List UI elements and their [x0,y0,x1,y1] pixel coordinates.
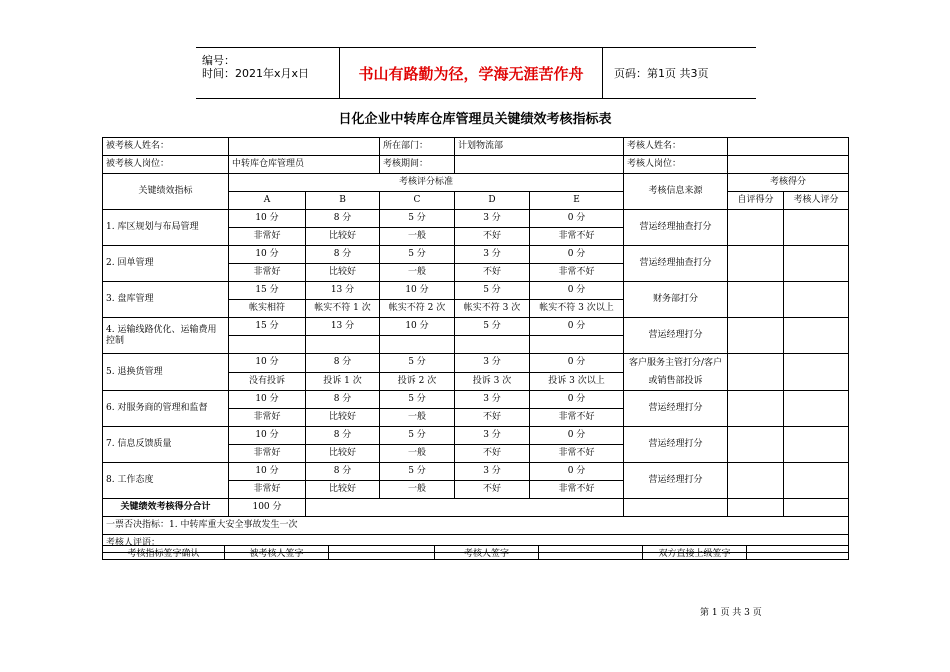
score-b: 8 分 [306,210,380,228]
desc-a: 非常好 [229,409,306,427]
assessor-score-cell[interactable] [784,246,849,282]
score-header: 考核得分 [728,174,849,192]
info-row-1 [103,138,849,156]
score-c: 5 分 [380,354,455,373]
desc-c: 一般 [380,409,455,427]
info-row-2 [103,156,849,174]
score-c: 5 分 [380,463,455,481]
score-c: 10 分 [380,318,455,336]
assessor-score-header: 考核人评分 [784,192,849,210]
kpi-source: 营运经理打分 [624,391,728,427]
desc-d: 投诉 3 次 [455,372,530,391]
desc-a: 非常好 [229,445,306,463]
desc-c: 投诉 2 次 [380,372,455,391]
score-a: 10 分 [229,246,306,264]
score-e: 0 分 [530,463,624,481]
assessor-post-value[interactable] [728,156,849,174]
score-d: 3 分 [455,391,530,409]
desc-e [530,336,624,354]
assessor-score-cell[interactable] [784,282,849,318]
total-label: 关键绩效考核得分合计 [103,499,229,517]
veto-row [103,517,849,535]
score-a: 10 分 [229,427,306,445]
score-b: 13 分 [306,282,380,300]
desc-a [229,336,306,354]
sign-assessee-label: 被考核人签字 [225,546,329,560]
score-c: 5 分 [380,391,455,409]
kpi-name: 7. 信息反馈质量 [103,427,229,463]
desc-e: 非常不好 [530,481,624,499]
sign-confirm-label: 考核指标签字确认 [103,546,225,560]
kpi-name: 5. 退换货管理 [103,354,229,391]
score-d: 3 分 [455,427,530,445]
kpi-name: 6. 对服务商的管理和监督 [103,391,229,427]
self-score-cell[interactable] [728,318,784,354]
total-assessor-score[interactable] [784,499,849,517]
page-label: 页码：第1页 共3页 [614,67,709,80]
score-b: 8 分 [306,246,380,264]
sign-superior-field[interactable] [747,546,849,560]
desc-d: 不好 [455,445,530,463]
signature-row [103,546,849,560]
desc-b [306,336,380,354]
score-c: 5 分 [380,246,455,264]
desc-a: 帐实相符 [229,300,306,318]
kpi-name: 2. 回单管理 [103,246,229,282]
score-a: 15 分 [229,282,306,300]
score-e: 0 分 [530,354,624,373]
score-d: 3 分 [455,246,530,264]
desc-c: 一般 [380,445,455,463]
desc-a: 非常好 [229,228,306,246]
document-header [196,47,756,99]
veto-text: 一票否决指标：1. 中转库重大安全事故发生一次 [103,517,849,535]
kpi-row-scores [103,427,849,445]
desc-e: 非常不好 [530,264,624,282]
indicator-header: 关键绩效指标 [103,174,229,210]
score-a: 10 分 [229,210,306,228]
kpi-source: 营运经理抽查打分 [624,210,728,246]
dept-label: 所在部门： [380,138,455,156]
kpi-source: 营运经理抽查打分 [624,246,728,282]
assessor-score-cell[interactable] [784,391,849,427]
time-label: 时间：2021年x月x日 [202,67,310,80]
score-b: 8 分 [306,354,380,373]
desc-e: 非常不好 [530,409,624,427]
desc-c: 一般 [380,228,455,246]
kpi-row-scores [103,282,849,300]
total-self-score[interactable] [728,499,784,517]
desc-c: 一般 [380,481,455,499]
kpi-source: 营运经理打分 [624,427,728,463]
desc-e: 非常不好 [530,445,624,463]
score-a: 10 分 [229,463,306,481]
self-score-cell[interactable] [728,391,784,427]
desc-d: 不好 [455,264,530,282]
kpi-row-scores [103,246,849,264]
score-b: 13 分 [306,318,380,336]
total-blank [306,499,624,517]
kpi-source: 营运经理打分 [624,463,728,499]
score-e: 0 分 [530,318,624,336]
self-score-cell[interactable] [728,354,784,391]
grade-c-header: C [380,192,455,210]
assessor-name-value[interactable] [728,138,849,156]
self-score-cell[interactable] [728,282,784,318]
slogan: 书山有路勤为径，学海无涯苦作舟 [339,48,603,98]
standard-header: 考核评分标准 [229,174,624,192]
assessee-post-label: 被考核人岗位： [103,156,229,174]
sign-assessor-field[interactable] [539,546,643,560]
sign-assessor-label: 考核人签字 [435,546,539,560]
score-d: 3 分 [455,463,530,481]
desc-c [380,336,455,354]
assessor-score-cell[interactable] [784,210,849,246]
score-a: 10 分 [229,391,306,409]
code-label: 编号： [202,54,235,67]
kpi-table [102,137,849,553]
desc-b: 比较好 [306,264,380,282]
self-score-cell[interactable] [728,427,784,463]
kpi-name: 1. 库区规划与布局管理 [103,210,229,246]
source-header: 考核信息来源 [624,174,728,210]
self-score-cell[interactable] [728,246,784,282]
header-meta [196,48,338,98]
assessor-post-label: 考核人岗位： [624,156,728,174]
period-value[interactable] [455,156,624,174]
self-score-cell[interactable] [728,463,784,499]
score-e: 0 分 [530,427,624,445]
assessee-post-value: 中转库仓库管理员 [229,156,380,174]
desc-e: 非常不好 [530,228,624,246]
score-b: 8 分 [306,427,380,445]
kpi-source: 客户服务主管打分/客户或销售部投诉 [624,354,728,391]
desc-d: 不好 [455,409,530,427]
kpi-name: 8. 工作态度 [103,463,229,499]
score-e: 0 分 [530,246,624,264]
desc-d: 不好 [455,481,530,499]
score-d: 5 分 [455,282,530,300]
assessor-score-cell[interactable] [784,354,849,391]
assessor-score-cell[interactable] [784,463,849,499]
page-title: 日化企业中转库仓库管理员关键绩效考核指标表 [338,112,612,127]
score-d: 5 分 [455,318,530,336]
grade-b-header: B [306,192,380,210]
desc-d: 不好 [455,228,530,246]
period-label: 考核期间： [380,156,455,174]
kpi-row-scores [103,463,849,481]
sign-superior-label: 双方直接上级签字 [643,546,747,560]
desc-a: 没有投诉 [229,372,306,391]
desc-a: 非常好 [229,481,306,499]
score-c: 5 分 [380,427,455,445]
desc-b: 比较好 [306,409,380,427]
grade-a-header: A [229,192,306,210]
assessee-name-label: 被考核人姓名： [103,138,229,156]
score-d: 3 分 [455,210,530,228]
score-b: 8 分 [306,391,380,409]
grade-d-header: D [455,192,530,210]
column-header-row-1 [103,174,849,192]
desc-b: 比较好 [306,445,380,463]
signature-table [102,545,849,560]
kpi-name: 4. 运输线路优化、运输费用控制 [103,318,229,354]
comment-label[interactable]: 考核人评语： [103,535,849,553]
score-a: 15 分 [229,318,306,336]
kpi-row-scores [103,391,849,409]
kpi-row-scores [103,354,849,373]
desc-a: 非常好 [229,264,306,282]
desc-e: 帐实不符 3 次以上 [530,300,624,318]
desc-b: 帐实不符 1 次 [306,300,380,318]
self-score-header: 自评得分 [728,192,784,210]
kpi-row-scores [103,210,849,228]
score-c: 5 分 [380,210,455,228]
page-footer: 第 1 页 共 3 页 [700,608,762,618]
score-a: 10 分 [229,354,306,373]
desc-e: 投诉 3 次以上 [530,372,624,391]
dept-value: 计划物流部 [455,138,624,156]
kpi-name: 3. 盘库管理 [103,282,229,318]
desc-b: 比较好 [306,228,380,246]
kpi-source: 营运经理打分 [624,318,728,354]
score-b: 8 分 [306,463,380,481]
assessor-score-cell[interactable] [784,427,849,463]
score-e: 0 分 [530,210,624,228]
total-row [103,499,849,517]
assessor-score-cell[interactable] [784,318,849,354]
assessee-name-value[interactable] [229,138,380,156]
desc-d: 帐实不符 3 次 [455,300,530,318]
desc-c: 帐实不符 2 次 [380,300,455,318]
total-value: 100 分 [229,499,306,517]
score-d: 3 分 [455,354,530,373]
sign-assessee-field[interactable] [329,546,435,560]
desc-b: 比较好 [306,481,380,499]
self-score-cell[interactable] [728,210,784,246]
desc-d [455,336,530,354]
grade-e-header: E [530,192,624,210]
score-c: 10 分 [380,282,455,300]
kpi-source: 财务部打分 [624,282,728,318]
total-source-blank [624,499,728,517]
desc-c: 一般 [380,264,455,282]
desc-b: 投诉 1 次 [306,372,380,391]
score-e: 0 分 [530,282,624,300]
kpi-row-scores [103,318,849,336]
score-e: 0 分 [530,391,624,409]
assessor-name-label: 考核人姓名： [624,138,728,156]
